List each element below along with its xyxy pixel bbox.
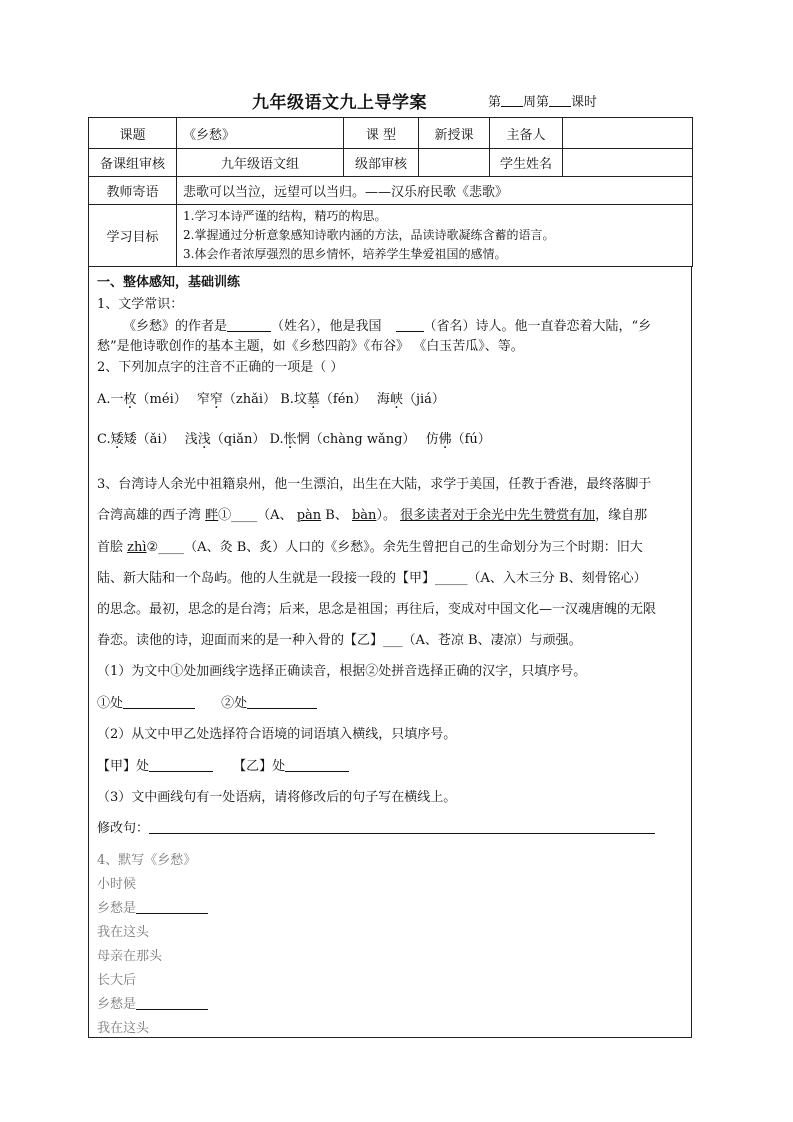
type-label: 课 型 (344, 118, 419, 149)
poem-line: 母亲在那头 (97, 949, 163, 964)
pinyin: （qiǎn） (210, 432, 266, 447)
q4-title: 4、默写《乡愁》 (97, 853, 197, 868)
q3-line6: 眷恋。读他的诗，迎面而来的是一种入骨的【乙】___（A、苍凉 B、凄凉）与顽强。 (97, 633, 582, 648)
pinyin: （méi） (136, 392, 187, 407)
opt-c-char2: 浅 (184, 432, 198, 447)
content-box (88, 266, 692, 1038)
pinyin: （jiá） (402, 392, 445, 407)
q3-sub1-answers (97, 692, 317, 711)
pinyin-option: pàn (296, 508, 322, 523)
week-blank[interactable] (501, 94, 523, 107)
opt-d-prefix: D. (269, 432, 284, 447)
answer-blank-1[interactable] (123, 695, 195, 709)
answer-blank-yi[interactable] (285, 758, 349, 772)
opt-c-prefix: C. (97, 432, 111, 447)
pinyin-option: bàn (351, 508, 377, 523)
preparer-label: 主备人 (490, 118, 563, 149)
pinyin: （ǎi） (136, 432, 175, 447)
dotted-char: 怅 (283, 432, 297, 447)
poem-line (97, 897, 208, 916)
q3-sub2: （2）从文中甲乙处选择符合语境的词语填入横线，只填序号。 (97, 727, 457, 742)
dotted-char: 浅 (197, 432, 211, 447)
student-label: 学生姓名 (490, 149, 563, 177)
q3-line4: 陆、新大陆和一个岛屿。他的人生就是一段接一段的【甲】_____（A、入木三分 B、刻骨铭心） (97, 571, 647, 586)
goal-item: 2.掌握通过分析意象感知诗歌内涵的方法，品读诗歌凝练含蓄的语言。 (183, 228, 555, 242)
pinyin-underlined: zhì (127, 540, 147, 555)
goal-item: 1.学习本诗严谨的结构，精巧的构思。 (183, 209, 387, 223)
q3-text: ①____（A、 (218, 508, 293, 523)
q2-title: 2、下列加点字的注音不正确的一项是（ ） (97, 360, 344, 375)
q3-sub3-answer (97, 817, 655, 836)
q3-text: 合湾高雄的西子湾 (97, 508, 202, 523)
opt-a-char: 窄 (196, 392, 210, 407)
q3-sub1: （1）为文中①处加画线字选择正确读音，根据②处拼音选择正确的汉字，只填序号。 (97, 664, 587, 679)
opt-d-char2: 仿 (425, 432, 439, 447)
topic-label: 课题 (89, 118, 177, 149)
pinyin: （fú） (451, 432, 491, 447)
pinyin: （chàng wǎng） (309, 432, 416, 447)
underlined-char: 畔 (205, 508, 219, 523)
q1-title: 1、文学常识： (97, 297, 184, 312)
message-label: 教师寄语 (89, 177, 177, 205)
q3-text: ）。 (376, 508, 396, 523)
q3-sub2-answers (97, 755, 349, 774)
q1-line2: 愁”是他诗歌创作的基本主题，如《乡愁四韵》《布谷》 《白玉苦瓜》、等。 (97, 339, 524, 354)
answer-label-yi: 【乙】处 (233, 759, 286, 774)
period-mid: 周第 (523, 95, 550, 110)
dotted-char: 墓 (306, 392, 320, 407)
page-title: 九年级语文九上导学案 (252, 93, 427, 113)
class-period (488, 91, 597, 110)
q3-line3 (97, 536, 643, 555)
q3-line5: 的思念。最初，思念的是台湾；后来，思念是祖国；再往后，变成对中国文化—一汉魂唐魄的无限 (97, 602, 657, 617)
section-heading: 一、整体感知，基础训练 (97, 275, 241, 290)
q1-text-a: 《乡愁》的作者是 (123, 319, 228, 334)
q1-text-b: （姓名），他是我国 (271, 319, 382, 334)
header-table (88, 117, 693, 267)
header-row-2 (89, 149, 693, 177)
poem-line (97, 993, 208, 1012)
poem-line: 长大后 (97, 973, 137, 988)
answer-label-jia: 【甲】处 (97, 759, 150, 774)
student-field[interactable] (563, 149, 693, 177)
topic-value: 《乡愁》 (177, 118, 344, 149)
q3-text: B、 (321, 508, 348, 523)
header-row-3 (89, 177, 693, 205)
lesson-blank[interactable] (549, 94, 571, 107)
pinyin: （fén） (319, 392, 367, 407)
opt-a-prefix: A.一 (97, 392, 124, 407)
header-row-4 (89, 205, 693, 267)
type-value: 新授课 (419, 118, 490, 149)
dotted-char: 枚 (123, 392, 137, 407)
period-suffix: 课时 (571, 95, 598, 110)
message-value: 悲歌可以当泣，远望可以当归。——汉乐府民歌《悲歌》 (177, 177, 693, 205)
q3-text: ②____（A、灸 B、炙）人口的《乡愁》。余先生曾把自己的生命划分为三个时期：旧大 (146, 540, 643, 555)
poem-line: 小时候 (97, 877, 137, 892)
q3-text: ，缘自那 (595, 508, 648, 523)
q2-options-cd (97, 428, 491, 447)
q2-options-ab (97, 388, 445, 407)
title-row (0, 88, 793, 113)
q3-sub3: （3）文中画线句有一处语病，请将修改后的句子写在横线上。 (97, 790, 457, 805)
dotted-char: 窄 (209, 392, 223, 407)
opt-b-char: 海 (376, 392, 390, 407)
poem-line: 我在这头 (97, 925, 150, 940)
q1-author-blank[interactable] (227, 318, 271, 332)
revise-blank[interactable] (149, 820, 655, 834)
pinyin: （zhǎi） (222, 392, 277, 407)
poem-blank-2[interactable] (136, 996, 208, 1010)
review-label: 备课组审核 (89, 149, 177, 177)
dotted-char: 峡 (389, 392, 403, 407)
goals-list (177, 205, 693, 267)
revise-label: 修改句： (97, 821, 150, 836)
goals-label: 学习目标 (89, 205, 177, 267)
goal-item: 3.体会作者浓厚强烈的思乡情怀，培养学生挚爱祖国的感情。 (183, 247, 507, 261)
opt-d-char: 惘 (296, 432, 310, 447)
answer-blank-jia[interactable] (149, 758, 213, 772)
opt-b-prefix: B.坟 (280, 392, 307, 407)
dept-field[interactable] (419, 149, 490, 177)
q3-line1: 3、台湾诗人余光中祖籍泉州，他一生漂泊，出生在大陆，求学于美国，任教于香港，最终落脚于 (97, 477, 652, 492)
answer-label-2: ②处 (221, 696, 248, 711)
poem-blank-1[interactable] (136, 900, 208, 914)
answer-blank-2[interactable] (247, 695, 317, 709)
q3-text: 首脍 (97, 540, 128, 555)
poem-line: 我在这头 (97, 1021, 150, 1036)
opt-c-char: 矮 (123, 432, 137, 447)
q1-text-c: （省名）诗人。他一直眷恋着大陆，“乡 (423, 319, 652, 334)
q1-line1 (123, 315, 651, 334)
poem-text: 乡愁是 (97, 901, 137, 916)
poem-text: 乡愁是 (97, 997, 137, 1012)
error-sentence: 很多读者对于余光中先生赞赏有加 (400, 508, 596, 523)
header-row-1 (89, 118, 693, 149)
review-value: 九年级语文组 (177, 149, 344, 177)
preparer-field[interactable] (563, 118, 693, 149)
dotted-char: 佛 (438, 432, 452, 447)
dept-label: 级部审核 (344, 149, 419, 177)
answer-label-1: ①处 (97, 696, 124, 711)
period-prefix: 第 (488, 95, 502, 110)
dotted-char: 矮 (110, 432, 124, 447)
q3-line2 (97, 504, 647, 523)
q1-province-blank[interactable] (396, 318, 424, 332)
